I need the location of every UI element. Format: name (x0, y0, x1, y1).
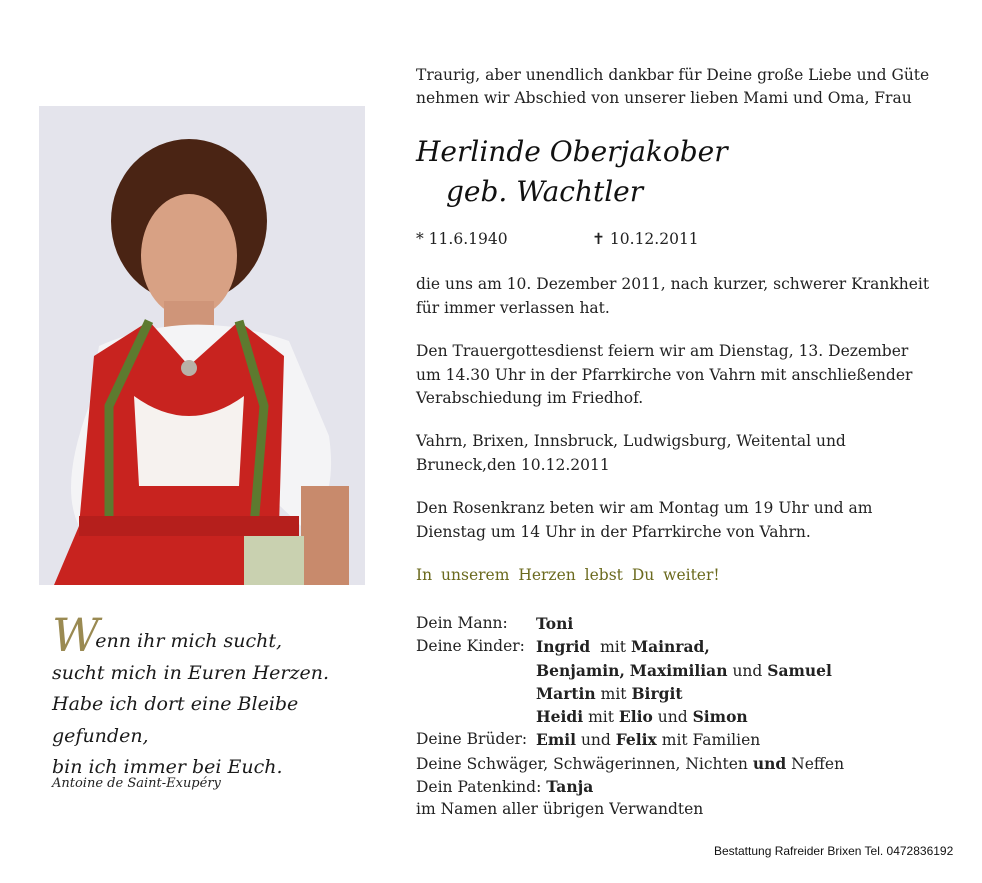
family-text: im Namen aller übrigen Verwandten (416, 800, 704, 819)
quote-line-1: Wenn ihr mich sucht, (52, 608, 283, 662)
quote-initial: W (52, 608, 100, 662)
death-date: ✝ 10.12.2011 (592, 230, 699, 248)
life-dates (416, 230, 699, 248)
memorial-quote (52, 608, 382, 784)
portrait-illustration (39, 106, 365, 585)
family-value: Emil und Felix mit Familien (536, 730, 761, 750)
birth-date: * 11.6.1940 (416, 230, 508, 248)
family-value: Toni (536, 614, 574, 633)
intro-text (416, 64, 936, 110)
text-line: Dienstag um 14 Uhr in der Pfarrkirche von Vahrn. (416, 522, 811, 541)
paragraph-death (416, 273, 936, 320)
deceased-birth-name: geb. Wachtler (446, 175, 644, 208)
family-label: Deine Kinder: (416, 637, 525, 656)
portrait-photo (39, 106, 365, 585)
paragraph-places (416, 430, 936, 477)
text-line: Den Rosenkranz beten wir am Montag um 19 Uhr und am (416, 499, 873, 517)
paragraph-rosary (416, 497, 936, 544)
quote-line-4: bin ich immer bei Euch. (52, 756, 283, 778)
motto: In unserem Herzen lebst Du weiter! (416, 566, 720, 584)
family-value: Ingrid mit Mainrad, (536, 637, 710, 657)
paragraph-service (416, 340, 936, 411)
text-line: für immer verlassen hat. (416, 298, 610, 317)
text-line: Bruneck,den 10.12.2011 (416, 455, 610, 474)
funeral-home-footer: Bestattung Rafreider Brixen Tel. 0472836192 (714, 844, 954, 858)
quote-line-3: Habe ich dort eine Bleibe gefunden, (52, 693, 299, 747)
text-line: Vahrn, Brixen, Innsbruck, Ludwigsburg, Weitental und (416, 432, 846, 450)
text-line: Den Trauergottesdienst feiern wir am Dienstag, 13. Dezember (416, 342, 909, 360)
family-text: Deine Schwäger, Schwägerinnen, Nichten und Neffen (416, 753, 845, 773)
family-value: Heidi mit Elio und Simon (536, 707, 748, 727)
family-value: Benjamin, Maximilian und Samuel (536, 660, 832, 680)
family-value: Martin mit Birgit (536, 683, 683, 703)
quote-author: Antoine de Saint-Exupéry (52, 776, 221, 791)
intro-line-2: nehmen wir Abschied von unserer lieben Mami und Oma, Frau (416, 89, 912, 107)
family-label: Dein Mann: (416, 614, 508, 632)
intro-line-1: Traurig, aber unendlich dankbar für Deine große Liebe und Güte (416, 66, 930, 84)
text-line: um 14.30 Uhr in der Pfarrkirche von Vahrn mit anschließender (416, 365, 913, 384)
deceased-name: Herlinde Oberjakober (416, 135, 728, 168)
quote-line-2: sucht mich in Euren Herzen. (52, 661, 330, 684)
text-line: die uns am 10. Dezember 2011, nach kurzer, schwerer Krankheit (416, 275, 930, 293)
family-label: Deine Brüder: (416, 730, 528, 749)
family-text: Dein Patenkind: Tanja (416, 777, 594, 797)
text-line: Verabschiedung im Friedhof. (416, 389, 644, 407)
